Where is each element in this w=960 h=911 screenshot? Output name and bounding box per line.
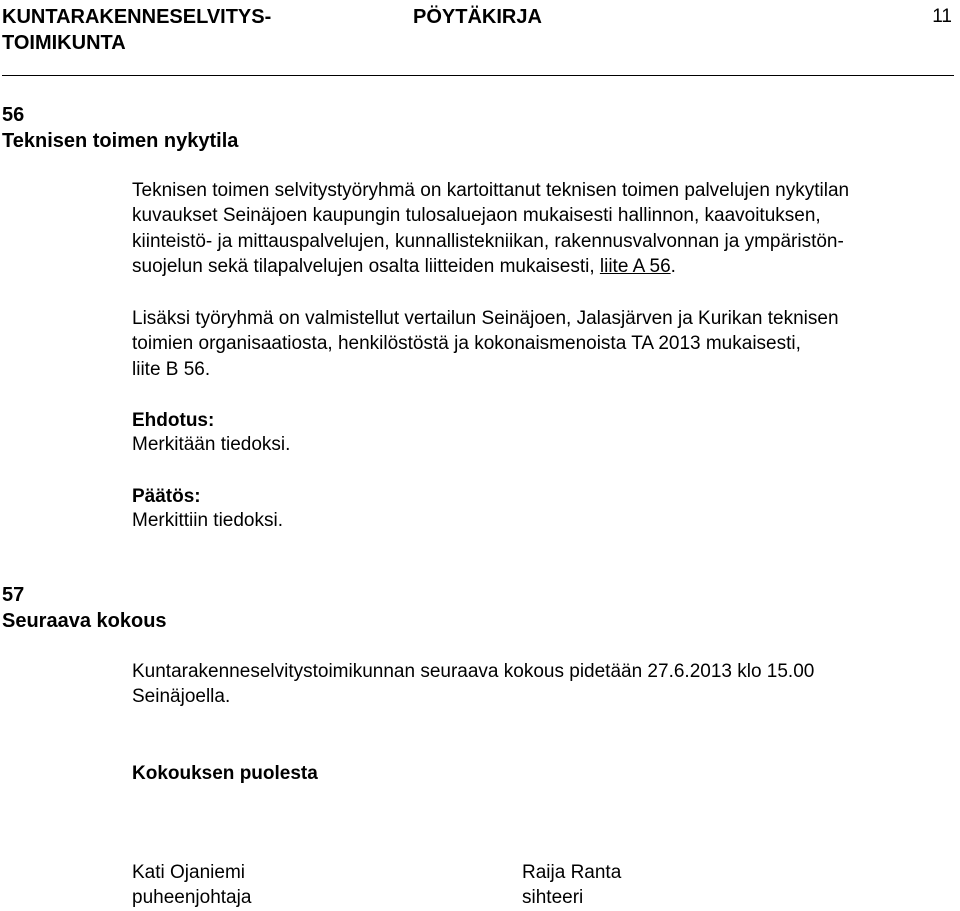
proposal-label: Ehdotus: [132,410,215,431]
decision-label: Päätös: [132,486,201,507]
page-number: 11 [932,6,952,27]
header-document-type: PÖYTÄKIRJA [413,6,542,28]
header-org-line2: TOIMIKUNTA [2,32,126,54]
section-title-57: Seuraava kokous [2,610,167,632]
decision-text: Merkittiin tiedoksi. [132,510,283,531]
paragraph-line: kiinteistö- ja mittauspalvelujen, kunnallistekniikan, rakennusvalvonnan ja ympäristön- [132,230,844,252]
paragraph-line: liite B 56. [132,358,211,380]
proposal-text: Merkitään tiedoksi. [132,434,291,455]
paragraph-line: Teknisen toimen selvitystyöryhmä on kartoittanut teknisen toimen palvelujen nykytilan [132,180,850,201]
header-divider [2,75,954,76]
signer-role: puheenjohtaja [132,887,252,909]
signature-left [132,860,251,911]
section57-paragraph [132,659,814,710]
paragraph-line: Kuntarakenneselvitystoimikunnan seuraava kokous pidetään 27.6.2013 klo 15.00 [132,661,815,682]
paragraph-line: Seinäjoella. [132,686,231,708]
attachment-link-a56[interactable]: liite A 56 [599,255,671,277]
paragraph-line: toimien organisaatiosta, henkilöstöstä ja kokonaismenoista TA 2013 mukaisesti, [132,333,801,355]
signer-name: Kati Ojaniemi [132,862,245,883]
section-number-57: 57 [2,584,25,606]
signatures-heading: Kokouksen puolesta [132,763,318,784]
header-org-line1: KUNTARAKENNESELVITYS- [2,6,272,28]
section56-paragraph-2 [132,306,839,382]
section-number-56: 56 [2,104,25,126]
paragraph-line: Lisäksi työryhmä on valmistellut vertailun Seinäjoen, Jalasjärven ja Kurikan teknisen [132,308,839,329]
section-title-56: Teknisen toimen nykytila [2,130,239,152]
section56-paragraph-1 [132,178,849,279]
signer-role: sihteeri [522,887,584,909]
paragraph-line [132,254,849,279]
paragraph-text: suojelun sekä tilapalvelujen osalta liitteiden mukaisesti, [132,255,600,277]
signer-name: Raija Ranta [522,862,622,883]
signature-right [522,860,621,911]
paragraph-line: kuvaukset Seinäjoen kaupungin tulosaluejaon mukaisesti hallinnon, kaavoituksen, [132,205,821,227]
paragraph-period: . [670,255,676,277]
